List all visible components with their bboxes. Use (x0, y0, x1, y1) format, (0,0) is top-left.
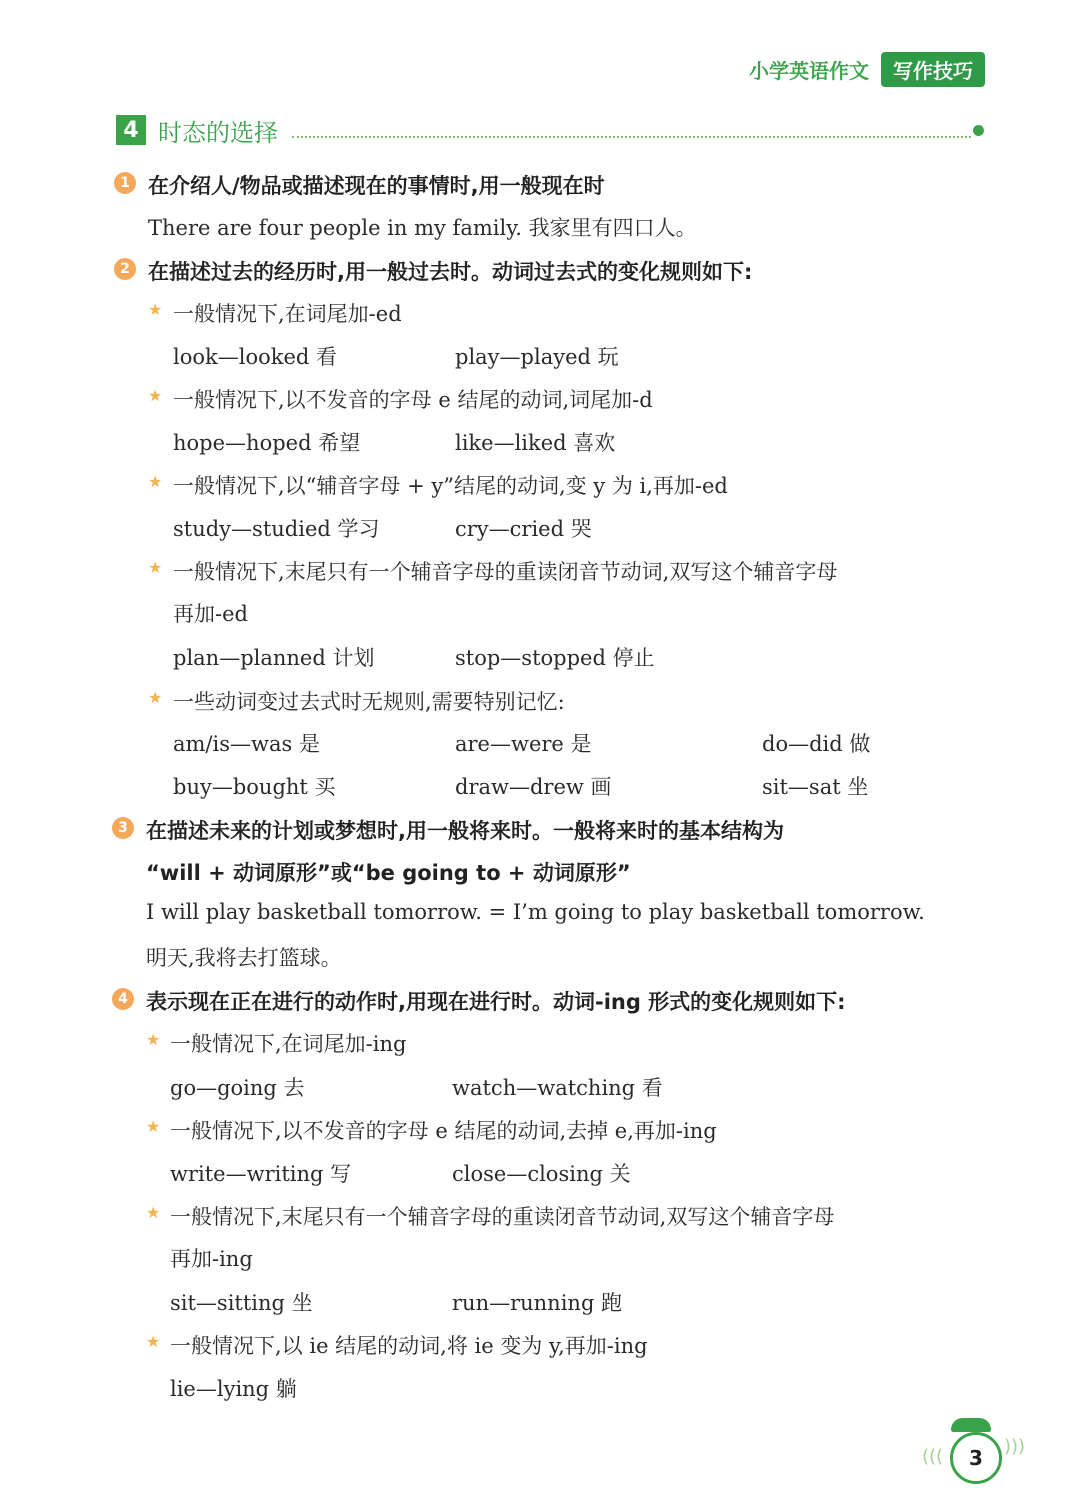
item-heading: 表示现在正在进行的动作时,用现在进行时。动词-ing 形式的变化规则如下: (146, 990, 846, 1014)
word-pair: cry—cried 哭 (455, 517, 592, 541)
star-icon: ★ (148, 688, 163, 707)
word-pair: go—going 去 (170, 1076, 305, 1100)
item-number: 2 (114, 258, 136, 280)
star-icon: ★ (148, 300, 163, 319)
word-pair: plan—planned 计划 (173, 646, 375, 670)
item-number: 1 (114, 172, 136, 194)
rule-text-continued: 再加-ed (173, 602, 248, 626)
rule-text: 一些动词变过去式时无规则,需要特别记忆: (173, 690, 565, 714)
word-pair: study—studied 学习 (173, 517, 380, 541)
word-pair: do—did 做 (762, 732, 871, 756)
rule-text-continued: 再加-ing (170, 1247, 253, 1271)
word-pair: lie—lying 躺 (170, 1377, 297, 1401)
star-icon: ★ (146, 1030, 161, 1049)
word-pair: sit—sat 坐 (762, 775, 869, 799)
section-number: 4 (116, 115, 146, 145)
leader-end-dot (973, 125, 984, 136)
chapter-badge: 写作技巧 (881, 52, 985, 87)
example-translation: 明天,我将去打篮球。 (146, 946, 342, 970)
star-icon: ★ (146, 1117, 161, 1136)
rule-text: 一般情况下,以不发音的字母 e 结尾的动词,去掉 e,再加-ing (170, 1119, 717, 1143)
word-pair: play—played 玩 (455, 345, 619, 369)
item-heading: 在描述过去的经历时,用一般过去时。动词过去式的变化规则如下: (148, 260, 753, 284)
section-heading (116, 114, 984, 146)
rule-text: 一般情况下,末尾只有一个辅音字母的重读闭音节动词,双写这个辅音字母 (170, 1205, 835, 1229)
star-icon: ★ (148, 386, 163, 405)
ring-wave-icon: ))) (1004, 1436, 1026, 1457)
word-pair: run—running 跑 (452, 1291, 623, 1315)
page-header (749, 52, 985, 87)
item-number: 4 (112, 988, 134, 1010)
item-heading: 在描述未来的计划或梦想时,用一般将来时。一般将来时的基本结构为 (146, 819, 784, 843)
word-pair: are—were 是 (455, 732, 592, 756)
rule-text: 一般情况下,在词尾加-ing (170, 1032, 407, 1056)
item-heading-continued: “will + 动词原形”或“be going to + 动词原形” (146, 861, 631, 885)
star-icon: ★ (146, 1332, 161, 1351)
rule-text: 一般情况下,以不发音的字母 e 结尾的动词,词尾加-d (173, 388, 653, 412)
word-pair: buy—bought 买 (173, 775, 336, 799)
page-number: 3 (950, 1432, 1002, 1484)
word-pair: am/is—was 是 (173, 732, 320, 756)
word-pair: draw—drew 画 (455, 775, 612, 799)
ring-wave-icon: ((( (922, 1446, 944, 1467)
item-heading: 在介绍人/物品或描述现在的事情时,用一般现在时 (148, 174, 605, 198)
word-pair: like—liked 喜欢 (455, 431, 616, 455)
dotted-leader (292, 122, 971, 138)
section-title: 时态的选择 (158, 118, 278, 147)
alarm-clock-icon (951, 1418, 991, 1432)
star-icon: ★ (148, 472, 163, 491)
rule-text: 一般情况下,在词尾加-ed (173, 302, 402, 326)
word-pair: write—writing 写 (170, 1162, 352, 1186)
word-pair: sit—sitting 坐 (170, 1291, 313, 1315)
example-sentence: I will play basketball tomorrow. = I’m going to play basketball tomorrow. (146, 900, 925, 924)
item-number: 3 (112, 817, 134, 839)
example-sentence: There are four people in my family. 我家里有四口人。 (148, 216, 697, 240)
word-pair: close—closing 关 (452, 1162, 631, 1186)
rule-text: 一般情况下,以“辅音字母 + y”结尾的动词,变 y 为 i,再加-ed (173, 474, 728, 498)
word-pair: watch—watching 看 (452, 1076, 663, 1100)
book-title: 小学英语作文 (749, 59, 869, 83)
word-pair: stop—stopped 停止 (455, 646, 655, 670)
star-icon: ★ (148, 558, 163, 577)
word-pair: hope—hoped 希望 (173, 431, 361, 455)
rule-text: 一般情况下,末尾只有一个辅音字母的重读闭音节动词,双写这个辅音字母 (173, 560, 838, 584)
word-pair: look—looked 看 (173, 345, 338, 369)
rule-text: 一般情况下,以 ie 结尾的动词,将 ie 变为 y,再加-ing (170, 1334, 648, 1358)
star-icon: ★ (146, 1203, 161, 1222)
